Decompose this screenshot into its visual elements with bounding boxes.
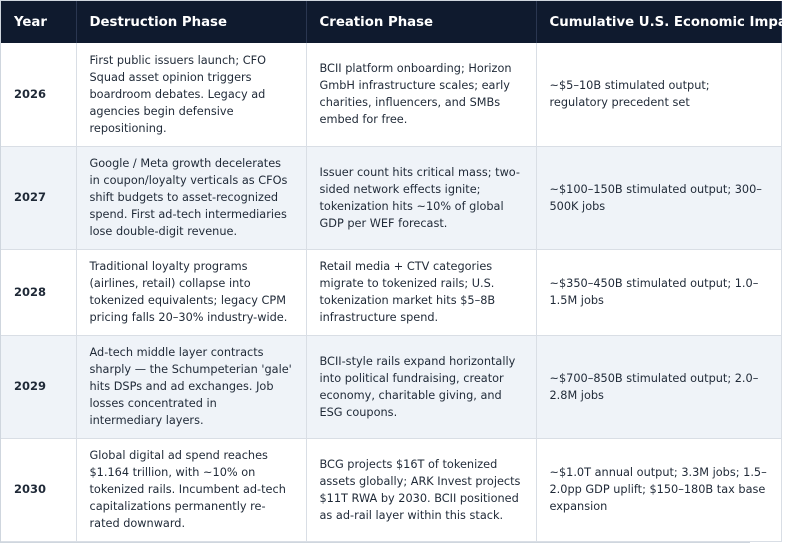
column-header-cumulative: Cumulative U.S. Economic Impact [536, 1, 781, 43]
destruction-cell: First public issuers launch; CFO Squad asset opinion triggers boardroom debates. Legacy ad agencies begin defensive repositioning. [76, 43, 306, 146]
table-row [1, 335, 781, 438]
year-cell: 2028 [1, 249, 76, 335]
creation-cell: BCII platform onboarding; Horizon GmbH infrastructure scales; early charities, influencers, and SMBs embed for free. [306, 43, 536, 146]
cumulative-cell: ~$1.0T annual output; 3.3M jobs; 1.5–2.0pp GDP uplift; $150–180B tax base expansion [536, 438, 781, 541]
column-header-destruction: Destruction Phase [76, 1, 306, 43]
destruction-cell: Ad-tech middle layer contracts sharply — the Schumpeterian 'gale' hits DSPs and ad exchanges. Job losses concentrated in intermediary layers. [76, 335, 306, 438]
year-cell: 2027 [1, 146, 76, 249]
creation-cell: BCG projects $16T of tokenized assets globally; ARK Invest projects $11T RWA by 2030. BCII positioned as ad-rail layer within this stack. [306, 438, 536, 541]
cumulative-cell: ~$100–150B stimulated output; 300–500K jobs [536, 146, 781, 249]
table-body [1, 43, 781, 541]
table-row [1, 146, 781, 249]
cumulative-cell: ~$350–450B stimulated output; 1.0–1.5M jobs [536, 249, 781, 335]
header-row [1, 1, 781, 43]
year-cell: 2026 [1, 43, 76, 146]
destruction-cell: Global digital ad spend reaches $1.164 trillion, with ~10% on tokenized rails. Incumbent ad-tech capitalizations permanently re-rated downward. [76, 438, 306, 541]
column-header-year: Year [1, 1, 76, 43]
cumulative-cell: ~$700–850B stimulated output; 2.0–2.8M jobs [536, 335, 781, 438]
creation-cell: Retail media + CTV categories migrate to tokenized rails; U.S. tokenization market hits $5–8B infrastructure spend. [306, 249, 536, 335]
destruction-cell: Google / Meta growth decelerates in coupon/loyalty verticals as CFOs shift budgets to asset-recognized spend. First ad-tech intermediaries lose double-digit revenue. [76, 146, 306, 249]
table-row [1, 43, 781, 146]
creation-cell: BCII-style rails expand horizontally into political fundraising, creator economy, charitable giving, and ESG coupons. [306, 335, 536, 438]
creation-cell: Issuer count hits critical mass; two-sided network effects ignite; tokenization hits ~10% of global GDP per WEF forecast. [306, 146, 536, 249]
year-cell: 2029 [1, 335, 76, 438]
impact-timeline-table [1, 1, 801, 542]
column-header-creation: Creation Phase [306, 1, 536, 43]
year-cell: 2030 [1, 438, 76, 541]
cumulative-cell: ~$5–10B stimulated output; regulatory precedent set [536, 43, 781, 146]
table-header [1, 1, 801, 43]
destruction-cell: Traditional loyalty programs (airlines, retail) collapse into tokenized equivalents; legacy CPM pricing falls 20–30% industry-wide. [76, 249, 306, 335]
table-row [1, 249, 781, 335]
table-row [1, 438, 781, 541]
